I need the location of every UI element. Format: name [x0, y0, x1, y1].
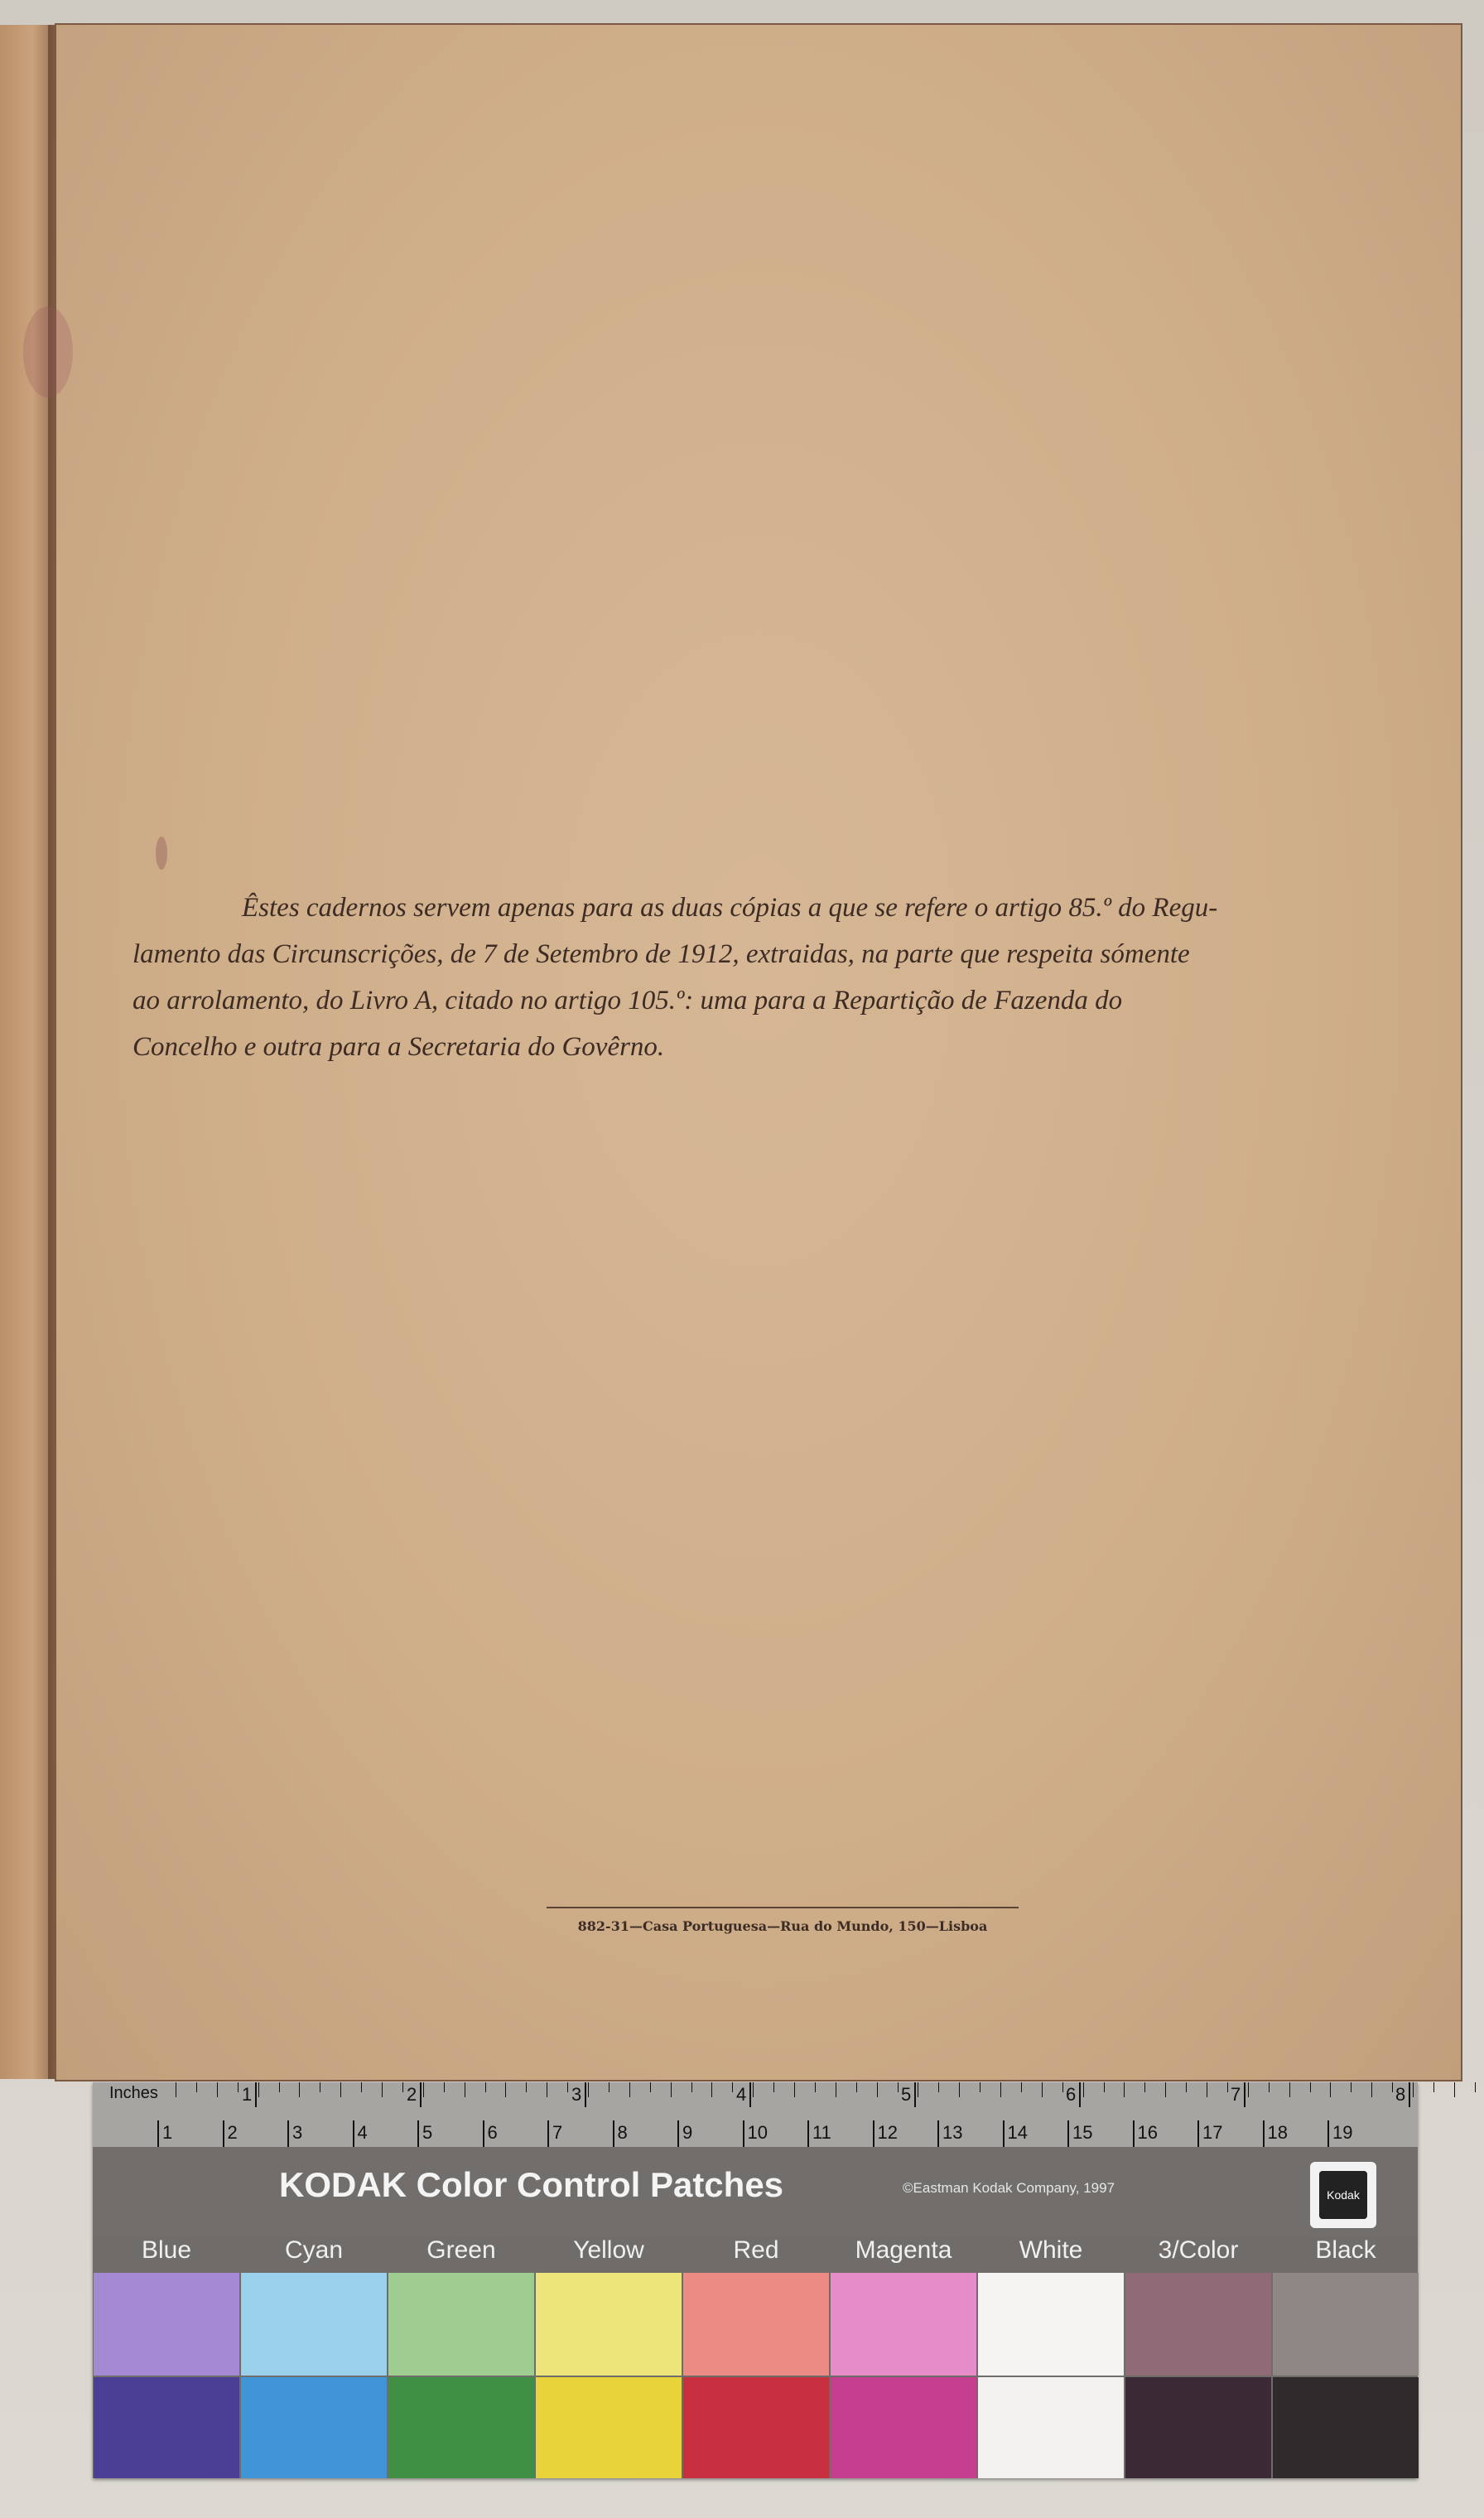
minor-tick — [485, 2082, 486, 2092]
minor-tick — [815, 2082, 816, 2092]
minor-tick — [1475, 2082, 1476, 2092]
notice-line: ao arrolamento, do Livro A, citado no artigo 105.º: uma para a Repartição de Fazenda do — [132, 986, 1123, 1015]
minor-tick — [938, 2082, 939, 2092]
minor-tick — [382, 2082, 383, 2097]
cm-number: 17 — [1202, 2122, 1223, 2143]
minor-tick — [1062, 2082, 1063, 2092]
cm-tick — [1003, 2120, 1005, 2147]
minor-tick — [650, 2082, 651, 2092]
target-title: KODAK Color Control Patches — [279, 2165, 784, 2204]
inches-label: Inches — [109, 2084, 158, 2102]
cm-tick — [873, 2120, 874, 2147]
cm-tick — [937, 2120, 939, 2147]
cm-number: 19 — [1332, 2122, 1353, 2143]
cm-tick — [1067, 2120, 1069, 2147]
inch-tick — [914, 2082, 916, 2107]
kodak-color-target — [93, 2082, 1418, 2478]
title-bar — [93, 2147, 1418, 2236]
inch-number: 2 — [407, 2084, 417, 2105]
cm-number: 7 — [552, 2122, 563, 2143]
minor-tick — [1454, 2082, 1455, 2097]
inch-number: 7 — [1231, 2084, 1241, 2105]
patch-label: 3/Color — [1158, 2236, 1239, 2264]
inch-number: 6 — [1066, 2084, 1077, 2105]
minor-tick — [1124, 2082, 1125, 2097]
cm-number: 5 — [422, 2122, 433, 2143]
minor-tick — [753, 2082, 754, 2097]
minor-tick — [340, 2082, 341, 2097]
inch-tick — [585, 2082, 586, 2107]
minor-tick — [898, 2082, 899, 2092]
inch-tick — [749, 2082, 751, 2107]
color-patch-light — [831, 2273, 976, 2376]
cm-number: 3 — [292, 2122, 303, 2143]
cm-tick — [613, 2120, 614, 2147]
patch-label: White — [1019, 2236, 1083, 2264]
cm-number: 4 — [357, 2122, 368, 2143]
color-patch-light — [1125, 2273, 1271, 2376]
minor-tick — [629, 2082, 630, 2097]
cm-tick — [287, 2120, 289, 2147]
inch-tick — [420, 2082, 422, 2107]
cm-number: 2 — [227, 2122, 238, 2143]
minor-tick — [1104, 2082, 1105, 2092]
cm-number: 18 — [1267, 2122, 1288, 2143]
notice-line: Êstes cadernos servem apenas para as duas cópias a que se refere o artigo 85.º do Regu- — [242, 893, 1218, 923]
minor-tick — [732, 2082, 733, 2092]
minor-tick — [1310, 2082, 1311, 2092]
inch-number: 3 — [571, 2084, 582, 2105]
minor-tick — [877, 2082, 878, 2097]
notice-paragraph — [132, 885, 1368, 1070]
minor-tick — [1371, 2082, 1372, 2097]
minor-tick — [1248, 2082, 1249, 2097]
cm-tick — [677, 2120, 679, 2147]
minor-tick — [526, 2082, 527, 2092]
inch-number: 1 — [242, 2084, 253, 2105]
color-patch-dark — [1125, 2377, 1271, 2478]
color-patch-dark — [536, 2377, 682, 2478]
minor-tick — [1021, 2082, 1022, 2092]
inch-tick — [1079, 2082, 1081, 2107]
cm-tick — [157, 2120, 159, 2147]
color-patch-dark — [1273, 2377, 1419, 2478]
color-patch-light — [978, 2273, 1124, 2376]
color-patch-dark — [241, 2377, 387, 2478]
minor-tick — [609, 2082, 610, 2092]
printer-imprint: 882-31—Casa Portuguesa—Rua do Mundo, 150—Lisboa — [577, 1918, 988, 1934]
patch-label: Blue — [141, 2236, 192, 2264]
cm-tick — [1263, 2120, 1265, 2147]
color-patch-light — [536, 2273, 682, 2376]
cm-tick — [417, 2120, 419, 2147]
minor-tick — [299, 2082, 300, 2097]
minor-tick — [361, 2082, 362, 2092]
cm-number: 10 — [747, 2122, 768, 2143]
cm-number: 12 — [877, 2122, 898, 2143]
inch-number: 8 — [1395, 2084, 1406, 2105]
minor-tick — [402, 2082, 403, 2092]
kodak-logo-mark: Kodak — [1319, 2171, 1367, 2219]
kodak-logo-icon — [1310, 2162, 1376, 2228]
minor-tick — [1392, 2082, 1393, 2092]
inch-tick — [1244, 2082, 1246, 2107]
inch-tick — [255, 2082, 257, 2107]
cm-tick — [743, 2120, 744, 2147]
minor-tick — [1413, 2082, 1414, 2097]
cm-tick — [483, 2120, 484, 2147]
cm-number: 11 — [812, 2122, 831, 2143]
color-patch-light — [241, 2273, 387, 2376]
color-patch-dark — [388, 2377, 534, 2478]
minor-tick — [1330, 2082, 1331, 2097]
minor-tick — [1227, 2082, 1228, 2092]
minor-tick — [1042, 2082, 1043, 2097]
cm-number: 1 — [162, 2122, 173, 2143]
cm-number: 13 — [942, 2122, 963, 2143]
minor-tick — [691, 2082, 692, 2092]
notice-line: Concelho e outra para a Secretaria do Govêrno. — [132, 1032, 665, 1062]
minor-tick — [1000, 2082, 1001, 2097]
minor-tick — [671, 2082, 672, 2097]
cm-number: 9 — [682, 2122, 693, 2143]
color-patch-dark — [683, 2377, 829, 2478]
cm-tick — [1327, 2120, 1329, 2147]
cm-number: 15 — [1072, 2122, 1093, 2143]
minor-tick — [1269, 2082, 1270, 2092]
patch-label: Green — [426, 2236, 496, 2264]
color-patch-dark — [94, 2377, 239, 2478]
minor-tick — [711, 2082, 712, 2097]
minor-tick — [505, 2082, 506, 2097]
cm-tick — [807, 2120, 809, 2147]
minor-tick — [217, 2082, 218, 2097]
cm-tick — [1197, 2120, 1199, 2147]
minor-tick — [856, 2082, 857, 2092]
cm-number: 6 — [487, 2122, 498, 2143]
copyright-text: ©Eastman Kodak Company, 1997 — [903, 2180, 1115, 2196]
minor-tick — [959, 2082, 960, 2097]
color-patch-dark — [831, 2377, 976, 2478]
patch-label: Magenta — [855, 2236, 952, 2264]
cm-tick — [223, 2120, 224, 2147]
patch-label: Black — [1315, 2236, 1376, 2264]
ink-stain — [156, 837, 167, 870]
cm-tick — [353, 2120, 354, 2147]
cm-number: 14 — [1007, 2122, 1028, 2143]
minor-tick — [1289, 2082, 1290, 2097]
measurement-ruler — [93, 2082, 1418, 2147]
minor-tick — [588, 2082, 589, 2097]
patch-label: Yellow — [573, 2236, 644, 2264]
inch-number: 4 — [736, 2084, 747, 2105]
cm-tick — [1133, 2120, 1135, 2147]
color-patch-light — [683, 2273, 829, 2376]
minor-tick — [773, 2082, 774, 2092]
minor-tick — [196, 2082, 197, 2092]
patch-label: Cyan — [284, 2236, 344, 2264]
inch-tick — [1409, 2082, 1410, 2107]
minor-tick — [1144, 2082, 1145, 2092]
minor-tick — [794, 2082, 795, 2097]
minor-tick — [444, 2082, 445, 2092]
color-patch-light — [94, 2273, 239, 2376]
patch-name-row — [93, 2236, 1418, 2266]
minor-tick — [279, 2082, 280, 2092]
color-patch-light — [1273, 2273, 1419, 2376]
color-patch-dark — [978, 2377, 1124, 2478]
notice-line: lamento das Circunscrições, de 7 de Setembro de 1912, extraidas, na parte que respeita sómente — [132, 939, 1190, 969]
minor-tick — [1165, 2082, 1166, 2097]
ink-stain — [23, 306, 73, 398]
cm-number: 16 — [1137, 2122, 1158, 2143]
cm-tick — [547, 2120, 549, 2147]
color-patch-light — [388, 2273, 534, 2376]
minor-tick — [567, 2082, 568, 2092]
minor-tick — [1083, 2082, 1084, 2097]
patch-label: Red — [733, 2236, 779, 2264]
imprint-rule — [547, 1907, 1019, 1908]
minor-tick — [1433, 2082, 1434, 2092]
minor-tick — [1186, 2082, 1187, 2092]
minor-tick — [423, 2082, 424, 2097]
inch-number: 5 — [901, 2084, 912, 2105]
cm-number: 8 — [617, 2122, 628, 2143]
minor-tick — [258, 2082, 259, 2097]
minor-tick — [1351, 2082, 1352, 2092]
